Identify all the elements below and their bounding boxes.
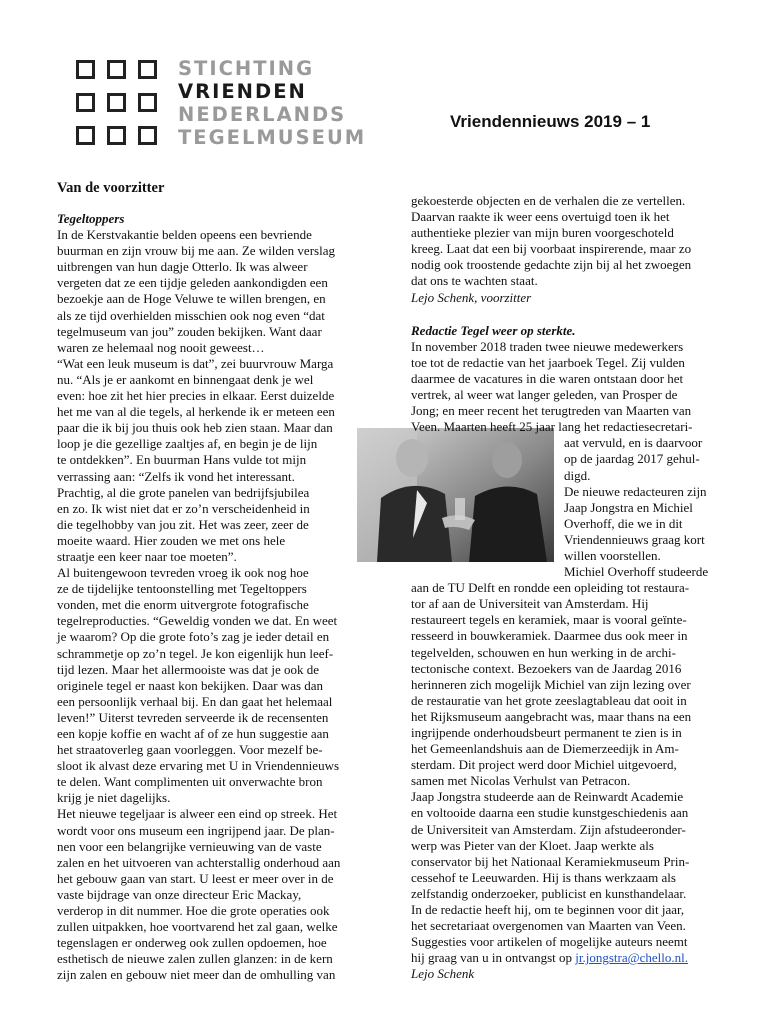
text-line: ingrijpende onderhoudsbeurt permanent te zien is in [411,725,682,740]
text-line: even: hoe zit het hier precies in elkaar. Eerst duizelde [57,388,335,404]
contact-line-text: hij graag van u in ontvangst op [411,950,576,966]
text-line: het Rijksmuseum aangebracht was, maar thans na een [411,708,692,724]
left-column [57,179,377,984]
text-line: tegelreproducties. “Geweldig vonden we dat. En weet [57,613,338,629]
text-line: Jaap Jongstra en Michiel [564,499,693,515]
text-line: de restauratie van het grote zeeslagtableau dat ooit in [411,692,687,708]
text-line: Al buitengewoon tevreden vroeg ik ook nog hoe [57,565,309,581]
text-line: cessehof te Leeuwarden. Hij is thans werkzaam als [411,869,676,885]
text-line: moeite waard. Hier zouden we met ons hele [57,532,286,548]
text-line: Vriendennieuws graag kort [564,531,705,547]
text-line: vonden, met die enorm uitvergrote fotografische [57,597,309,613]
text-line: verderop in dit nummer. Hoe die grote operaties ook [57,903,330,919]
text-line: Suggesties voor artikelen of mogelijke auteurs neemt [411,934,688,950]
text-line: Jaap Jongstra studeerde aan de Reinwardt Academie [411,789,684,805]
text-line: esthetisch de nieuwe zalen zullen glanzen: in de kern [57,951,333,967]
text-line: tegelvelden, schouwen en hun werking in de archi- [411,644,676,660]
text-line: het me van al die tegels, al herkende ik er meteen een [57,404,335,420]
right-column [411,193,741,983]
text-line: dat ons te wachten staat. [411,273,538,289]
text-line: Daarvan raakte ik weer eens overtuigd toen ik het [411,209,670,225]
text-line: een persoonlijk verhaal bij. En dan gaat het helemaal [57,693,333,709]
text-line: Veen. Maarten heeft 25 jaar lang het redactiesecretari- [411,419,693,435]
signature-chairman: Lejo Schenk, voorzitter [411,289,532,305]
text-line: het straatoverleg gaan voorleggen. Voor mezelf be- [57,742,323,758]
text-line: te delen. Want complimenten uit onverwachte bron [57,774,323,790]
text-line: het Gemeenlandshuis aan de Diemerzeedijk in Am- [411,741,679,757]
text-line: willen voorstellen. [564,547,661,563]
logo-line-tegelmuseum: TEGELMUSEUM [178,126,367,149]
text-line: conservator bij het Nationaal Keramiekmuseum Prin- [411,853,690,869]
text-line: originele tegel er naast kon bekijken. Daar was dan [57,677,324,693]
text-line: als ze tijd overhielden misschien ook nog even “dat [57,307,325,323]
text-line: samen met Nicolas Verhulst van Petracon. [411,773,631,789]
text-line: op de jaardag 2017 gehul- [564,451,700,467]
text-line: en zo. Ik wist niet dat er zo’n verscheidenheid in [57,500,310,516]
text-line: gekoesterde objecten en de verhalen die ze vertellen. [411,193,686,208]
logo-line-nederlands: NEDERLANDS [178,103,347,126]
chairman-article-continued [411,193,741,290]
text-line: zelfstandig onderzoeker, publicist en kunsthandelaar. [411,885,687,901]
text-line: Michiel Overhoff studeerde [564,564,709,580]
text-line: tegenslagen er onderweg ook zullen opdoemen, hoe [57,935,327,951]
text-line: “Wat een leuk museum is dat”, zei buurvrouw Marga [57,355,334,371]
text-line: Het nieuwe tegeljaar is alweer een eind op streek. Het [57,806,338,822]
text-line: straatje een keer naar toe moeten”. [57,548,237,564]
text-line: aat vervuld, en is daarvoor [564,435,703,451]
text-line: tor af aan de Universiteit van Amsterdam. Hij [411,596,649,612]
text-line: en voltooide daarna een studie kunstgeschiedenis aan [411,805,689,821]
text-line: In de Kerstvakantie belden opeens een bevriende [57,227,312,243]
text-line: tectonische context. Bezoekers van de Jaardag 2016 [411,660,682,676]
text-line: buurman en zijn vrouw bij me aan. Ze wilden verslag [57,243,335,259]
text-line: daarmee de vacatures in die waren ontstaan door het [411,370,684,386]
text-line: zalen en het uitvoeren van achterstallig onderhoud aan [57,854,341,870]
text-line: In november 2018 traden twee nieuwe medewerkers [411,338,684,354]
text-line: krijg je niet dagelijks. [57,790,171,806]
text-line: het secretariaat overgenomen van Maarten van Veen. [411,918,686,934]
text-line: authentieke plezier van mijn buren voorgeschoteld [411,225,674,241]
text-line: zullen uitpakken, hoe voortvarend het zal gaan, welke [57,919,338,935]
text-line: sterdam. Dit project werd door Michiel uitgevoerd, [411,757,677,773]
logo-wordmark [178,57,378,149]
text-line: Overhoff, die we in dit [564,515,683,531]
text-line: sloot ik alvast deze ervaring met U in Vriendennieuws [57,758,340,774]
text-line: In de redactie heeft hij, om te beginnen voor dit jaar, [411,902,685,918]
text-line: het gebouw gaan van start. U leest er meer over in de [57,870,334,886]
text-line: vaste bijdrage van onze directeur Eric Mackay, [57,886,302,902]
contact-line [411,950,741,966]
signature-editor: Lejo Schenk [411,966,475,982]
text-line: werp was Pieter van der Kloet. Jaap werkte als [411,837,654,853]
text-line: vertrek, al weer wat langer geleden, van Prosper de [411,387,678,403]
text-line: zijn zalen en gebouw niet meer dan de omhulling van [57,967,336,983]
text-line: loop je die gezellige zaaltjes af, en begin je de lijn [57,436,318,452]
text-line: vergeten dat ze een tijdje geleden aankondigden een [57,275,328,291]
text-line: je waarom? Op die grote foto’s zag je ieder detail en [57,629,330,645]
section-title: Van de voorzitter [57,180,165,196]
email-link[interactable]: jr.jongstra@chello.nl. [575,950,688,966]
text-line: De nieuwe redacteuren zijn [564,483,707,499]
text-line: te ontdekken”. En buurman Hans vulde tot mijn [57,452,307,468]
editorial-article-continued [411,580,741,950]
text-line: schrammetje op zo’n tegel. Je kon eigenlijk hun leef- [57,645,334,661]
text-line: verrassing aan: “Zelfs ik vond het interessant. [57,468,295,484]
text-line: restaureert tegels en keramiek, maar is vooral geïnte- [411,612,687,628]
text-line: kreeg. Laat dat een bij voorbaat inspirerende, maar zo [411,241,692,257]
text-line: wordt voor ons museum een ingrijpend jaar. De plan- [57,822,335,838]
text-line: die tegelhobby van jou zit. Het was zeer, zeer de [57,516,309,532]
text-line: herinneren zich mogelijk Michiel van zijn lezing over [411,676,691,692]
text-line: waren ze helemaal nog nooit geweest… [57,339,265,355]
text-line: ze de tijdelijke tentoonstelling met Tegeltoppers [57,581,307,597]
text-line: toe tot de redactie van het jaarboek Tegel. Zij vulden [411,354,685,370]
text-line: bezoekje aan de Hoge Veluwe te willen brengen, en [57,291,326,307]
logo-line-vrienden: VRIENDEN [178,80,307,103]
text-line: digd. [564,467,591,483]
text-line: nu. “Als je er aankomt en binnengaat denk je wel [57,371,314,387]
text-line: resseerd in bouwkeramiek. Daarmee dus ook meer in [411,628,688,644]
logo-line-stichting: STICHTING [178,57,315,80]
text-line: paar die ik bij jou thuis ook heb zien staan. Maar dan [57,420,333,436]
text-line: leven!” Uiterst tevreden serveerde ik de recensenten [57,709,329,725]
editorial-article-beside-photo [411,435,741,580]
text-line: nen voor een belangrijke vernieuwing van de vaste [57,838,322,854]
subheading-tegeltoppers: Tegeltoppers [57,211,125,226]
text-line: aan de TU Delft en rondde een opleiding tot restaura- [411,580,690,596]
text-line: tijd lezen. Maar het allermooiste was dat je ook de [57,661,320,677]
text-line: uitbrengen van hun dagje Otterlo. Ik was alweer [57,259,308,275]
text-line: Prachtig, al die grote panelen van bedrijfsjubilea [57,484,310,500]
text-line: nodig ook troostende gedachte zijn bij al het zwoegen [411,257,692,273]
subheading-redactie: Redactie Tegel weer op sterkte. [411,322,576,338]
editorial-article-body [411,339,741,436]
logo-tile-grid-icon [76,60,168,150]
text-line: tegelmuseum van jou” zouden bekijken. Want daar [57,323,322,339]
issue-title: Vriendennieuws 2019 – 1 [450,112,651,131]
text-line: een kopje koffie en wacht af of ze hun suggestie aan [57,726,329,741]
text-line: de Universiteit van Amsterdam. Zijn afstudeeronder- [411,821,686,837]
chairman-article-body [57,227,377,983]
text-line: Jong; en meer recent het terugtreden van Maarten van [411,403,692,419]
